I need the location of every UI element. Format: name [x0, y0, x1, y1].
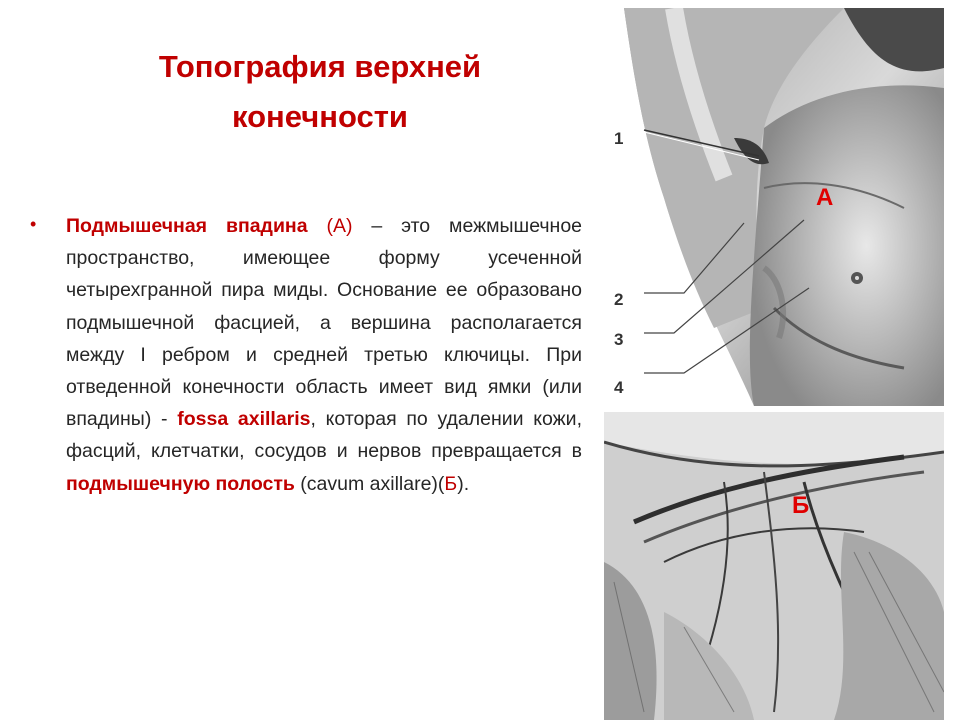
term-fossa-axillaris: fossa axillaris — [177, 408, 311, 431]
axilla-illustration — [604, 8, 944, 406]
paragraph-segment-3: (cavum axillare)( — [294, 472, 445, 495]
paragraph-segment-1: – это межмышечное пространство, имеющее форму усеченной четырехгранной пира миды. Основание ее образовано подмышечной фасцией, а вершина располагается между I ребром и средней третью ключицы. При отведенной конечности область имеет вид ямки (или впадины) - — [66, 215, 583, 431]
figure-label-4: 4 — [614, 378, 624, 397]
figure-label-a: А — [816, 184, 834, 211]
title-line-2: конечности — [232, 99, 408, 134]
label-a-ref: (А) — [326, 215, 353, 237]
figure-label-3: 3 — [614, 330, 624, 349]
figure-label-b: Б — [792, 492, 810, 519]
paragraph-segment-2: , которая по удалении кожи, фасций, клетчатки, сосудов и нервов превращается в — [66, 408, 582, 463]
paragraph-segment-4: ). — [457, 472, 470, 495]
paragraph — [66, 210, 582, 500]
anatomy-figure — [604, 8, 944, 720]
label-b-ref: Б — [444, 472, 458, 495]
figure-label-1: 1 — [614, 129, 624, 148]
term-axillary-cavity: подмышечную полость — [66, 472, 295, 495]
title-line-1: Топография верхней — [158, 49, 482, 84]
term-axillary-fossa: Подмышечная впадина — [66, 215, 308, 237]
dissection-illustration — [604, 412, 944, 720]
slide-title — [60, 42, 580, 142]
figure-label-2: 2 — [614, 290, 624, 309]
axilla-photo — [604, 8, 944, 406]
bullet-icon: • — [30, 214, 37, 234]
axillary-cavity-photo — [604, 412, 944, 720]
